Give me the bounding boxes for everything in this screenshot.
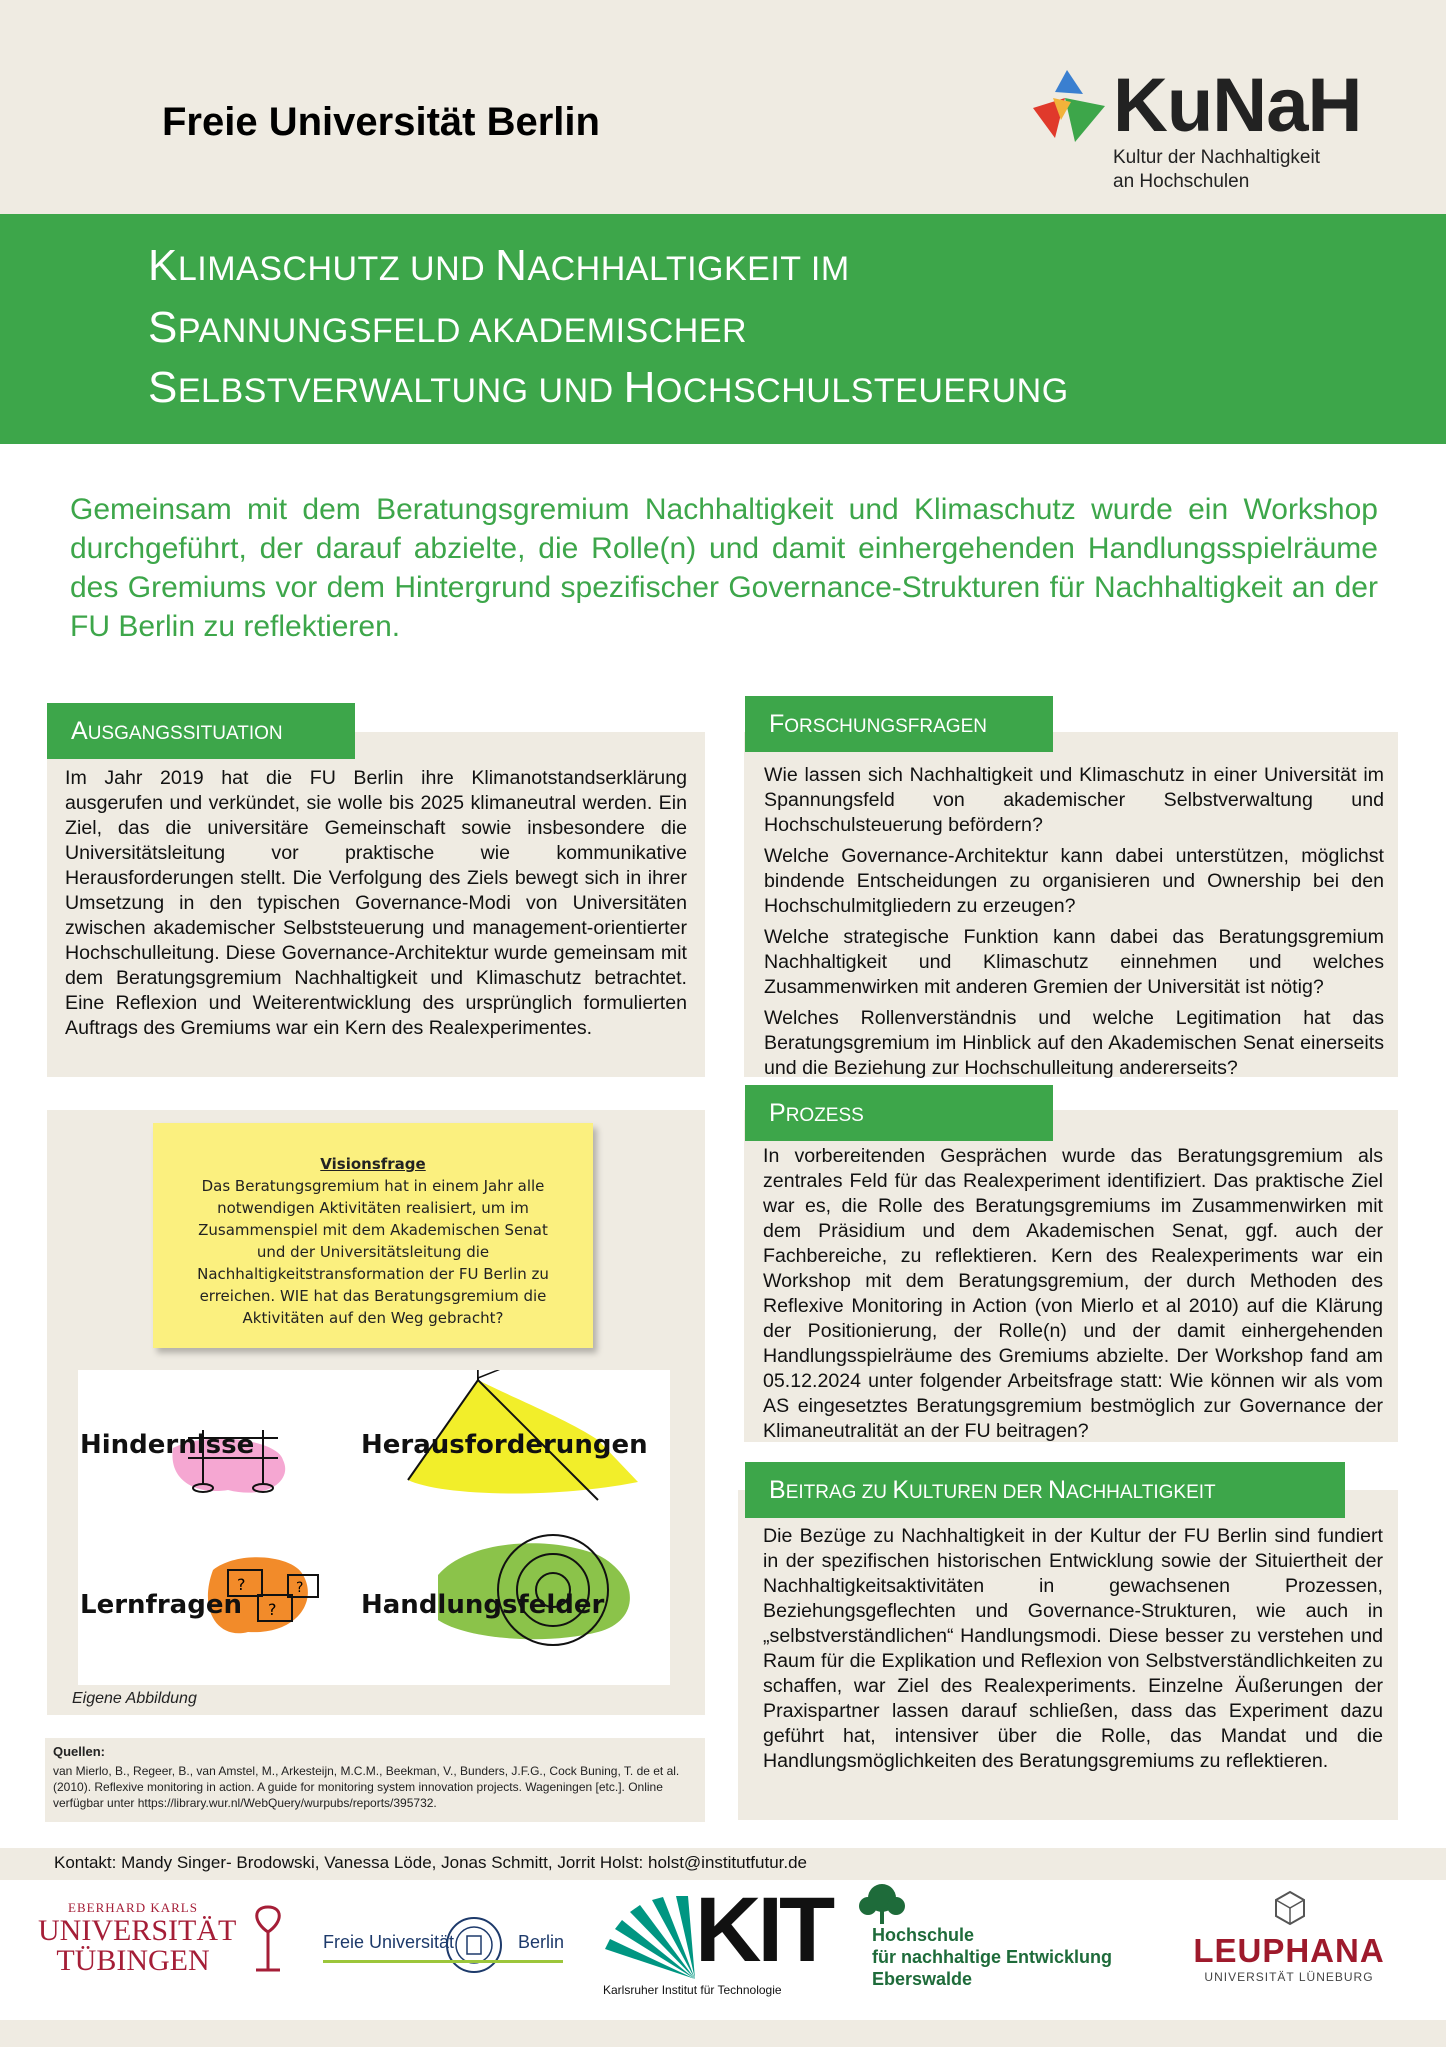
- title-initial: S: [148, 303, 178, 352]
- ausgangssituation-text: Im Jahr 2019 hat die FU Berlin ihre Klimanotstandserklärung ausgerufen und verkündet, sie wolle bis 2025 klimaneutral werden. Ein Ziel, das die universitäre Gemeinschaft sowie insbesondere die Universitätsleitung vor praktische wie kommunikative Herausforderungen stellt. Die Verfolgung des Ziels bewegt sich in ihrer Umsetzung in den typischen Governance-Modi von Universitäten zwischen akademischer Selbststeuerung und management-orientierter Hochschulleitung. Diese Governance-Architektur wurde gemeinsam mit dem Beratungsgremium Nachhaltigkeit und Klimaschutz betrachtet. Eine Reflexion und Weiterentwicklung des ursprünglich formulierten Auftrags des Gremiums war ein Kern des Realexperimentes.: [65, 767, 687, 1039]
- quadrant-label-herausforderungen: Herausforderungen: [361, 1430, 648, 1460]
- sources-heading: Quellen:: [53, 1744, 106, 1759]
- title-line-2: [148, 303, 748, 352]
- leuphana-logo-text: LEUPHANA: [1193, 1932, 1385, 1969]
- title-line-3: [148, 363, 1069, 412]
- hnee-line-3: Eberswalde: [872, 1969, 973, 1989]
- label-text: ACHHALTIGKEIT: [1066, 1482, 1216, 1503]
- label-text: ROZESS: [785, 1105, 864, 1126]
- sources-box: [45, 1738, 705, 1822]
- label-initial: F: [769, 710, 785, 738]
- fu-berlin-logo: [323, 1916, 563, 1966]
- research-question-3: Welche strategische Funktion kann dabei das Beratungsgremium Nachhaltigkeit und Klimaschutz einnehmen und welches Zusammenwirken mit anderen Gremien der Universität ist nötig?: [764, 926, 1384, 998]
- title-text: OCHSCHULSTEUERUNG: [655, 372, 1069, 410]
- sources-text: van Mierlo, B., Regeer, B., van Amstel, M., Arkesteijn, M.C.M., Beekman, V., Bunders, J.F.G., Cock Buning, T. de et al. (2010). Reflexive monitoring in action. A guide for monitoring system innovation projects. Wageningen [etc.]. Online verfügbar unter https://library.wur.nl/WebQuery/wurpubs/reports/395732.: [53, 1764, 680, 1810]
- label-initial: P: [769, 1099, 786, 1127]
- label-text: USGANGSSITUATION: [87, 723, 283, 744]
- fu-logo-underline: [323, 1960, 563, 1963]
- label-text: ULTUREN DER: [909, 1482, 1048, 1503]
- forschungsfragen-text: [764, 763, 1384, 1087]
- kunah-logo-title: KuNaH: [1113, 63, 1362, 148]
- tuebingen-line-3: TÜBINGEN: [56, 1944, 210, 1977]
- prozess-label: [745, 1085, 1053, 1141]
- quadrant-illustrations-icon: [78, 1370, 670, 1685]
- svg-text:?: ?: [237, 1575, 246, 1594]
- label-initial: A: [71, 717, 88, 745]
- fu-logo-right: Berlin: [518, 1932, 565, 1952]
- contact-line: Kontakt: Mandy Singer- Brodowski, Vanessa Löde, Jonas Schmitt, Jorrit Holst: holst@institutfutur.de: [54, 1853, 808, 1872]
- kunah-logo-subtitle: [1113, 146, 1373, 194]
- research-question-1: Wie lassen sich Nachhaltigkeit und Klimaschutz in einer Universität im Spannungsfeld von akademischer Selbstverwaltung und Hochschulsteuerung befördern?: [764, 764, 1384, 836]
- fu-seal-icon: [445, 1916, 503, 1974]
- tuebingen-line-1: EBERHARD KARLS: [68, 1900, 198, 1915]
- label-initial: N: [1048, 1476, 1067, 1504]
- kunah-subtitle-line-1: Kultur der Nachhaltigkeit: [1113, 147, 1320, 168]
- vision-text: Das Beratungsgremium hat in einem Jahr alle notwendigen Aktivitäten realisiert, um im Zusammenspiel mit dem Akademischen Senat und der Universitätsleitung die Nachhaltigkeitstransformation der FU Berlin zu erreichen. WIE hat das Beratungsgremium die Aktivitäten auf den Weg gebracht?: [197, 1177, 549, 1327]
- label-initial: B: [769, 1476, 786, 1504]
- hnee-tree-icon: [858, 1882, 906, 1926]
- palm-tree-icon: [248, 1902, 288, 1972]
- forschungsfragen-label: [745, 696, 1053, 752]
- title-band: [0, 214, 1446, 444]
- figure-caption: Eigene Abbildung: [72, 1690, 197, 1707]
- kunah-logo-icon: [1025, 68, 1110, 148]
- prozess-text: In vorbereitenden Gesprächen wurde das Beratungsgremium als zentrales Feld für das Realexperiment identifiziert. Das praktische Ziel war es, die Rolle des Beratungsgremiums im Zusammenwirken mit dem Präsidium und dem Akademischen Senat, ggf. auch der Fachbereiche, zu reflektieren. Kern des Realexperiments war ein Workshop mit dem Beratungsgremium, der durch Methoden des Reflexive Monitoring in Action (von Mierlo et al 2010) auf die Klärung der Positionierung, der Rolle(n) und der damit einhergehenden Handlungsspielräume des Gremiums abzielte. Der Workshop fand am 05.12.2024 unter folgender Arbeitsfrage statt: Wie können wir als vom AS eingesetztes Beratungsgremium bestmöglich zur Governance der Klimaneutralität an der FU beitragen?: [763, 1145, 1383, 1442]
- quadrant-label-lernfragen: Lernfragen: [80, 1590, 242, 1620]
- research-question-2: Welche Governance-Architektur kann dabei unterstützen, möglichst bindende Entscheidungen zu organisieren und Ownership bei den Hochschulmitgliedern zu erzeugen?: [764, 845, 1384, 917]
- title-text: LIMASCHUTZ UND: [177, 250, 496, 288]
- vision-note: [153, 1123, 593, 1348]
- university-name: Freie Universität Berlin: [162, 100, 600, 144]
- label-text: ORSCHUNGSFRAGEN: [784, 716, 987, 737]
- kit-subtitle: Karlsruher Institut für Technologie: [603, 1983, 782, 1997]
- title-initial: H: [623, 363, 656, 412]
- title-line-1: [148, 241, 850, 290]
- kunah-subtitle-line-2: an Hochschulen: [1113, 171, 1250, 192]
- svg-text:?: ?: [296, 1580, 304, 1596]
- kit-logo-text: KIT: [695, 1879, 832, 1981]
- partner-logos: [0, 1880, 1446, 2020]
- quadrant-figure: [78, 1370, 670, 1685]
- ausgangssituation-label: [47, 703, 355, 759]
- vision-title: Visionsfrage: [320, 1155, 426, 1173]
- title-initial: S: [148, 363, 178, 412]
- hnee-line-1: Hochschule: [872, 1925, 975, 1945]
- intro-text: Gemeinsam mit dem Beratungsgremium Nachhaltigkeit und Klimaschutz wurde ein Workshop durchgeführt, der darauf abzielte, die Rolle(n) und damit einhergehenden Handlungsspielräume des Gremiums vor dem Hintergrund spezifischer Governance-Strukturen für Nachhaltigkeit an der FU Berlin zu reflektieren.: [70, 493, 1378, 643]
- title-text: ACHHALTIGKEIT IM: [527, 250, 850, 288]
- label-text: EITRAG ZU: [785, 1482, 893, 1503]
- svg-text:?: ?: [268, 1600, 277, 1619]
- title-initial: K: [148, 241, 178, 290]
- fu-logo-left: Freie Universität: [323, 1932, 455, 1952]
- tuebingen-logo: [38, 1900, 237, 1977]
- title-initial: N: [495, 241, 528, 290]
- quadrant-label-hindernisse: Hindernisse: [80, 1430, 255, 1460]
- research-question-4: Welches Rollenverständnis und welche Legitimation hat das Beratungsgremium im Hinblick auf den Akademischen Senat einerseits und die Beziehung zur Hochschulleitung andererseits?: [764, 1007, 1384, 1079]
- title-text: ELBSTVERWALTUNG UND: [177, 372, 624, 410]
- quadrant-label-handlungsfelder: Handlungsfelder: [361, 1590, 605, 1620]
- leuphana-hexagon-icon: [1274, 1890, 1306, 1926]
- label-initial: K: [892, 1476, 909, 1504]
- tuebingen-line-2: UNIVERSITÄT: [38, 1914, 237, 1947]
- leuphana-subtitle: UNIVERSITÄT LÜNEBURG: [1204, 1970, 1374, 1984]
- header: [0, 0, 1446, 214]
- beitrag-label: [745, 1462, 1345, 1518]
- kit-fan-icon: [600, 1894, 700, 1984]
- hnee-line-2: für nachhaltige Entwicklung: [872, 1947, 1113, 1967]
- hnee-logo-text: [872, 1924, 1112, 1990]
- title-text: PANNUNGSFELD AKADEMISCHER: [177, 312, 748, 350]
- beitrag-text: Die Bezüge zu Nachhaltigkeit in der Kultur der FU Berlin sind fundiert in der spezifischen historischen Entwicklung sowie der Situiertheit der Nachhaltigkeitsaktivitäten in gewachsenen Prozessen, Beziehungsgeflechten und Governance-Strukturen, wie auch in „selbstverständlichen“ Handlungsmodi. Diese besser zu verstehen und Raum für die Explikation und Reflexion von Selbstverständlichkeiten zu schaffen, war Ziel des Realexperiments. Einzelne Äußerungen der Praxispartner lassen darauf schließen, dass das Experiment dazu geführt hat, intensiver über die Rolle, das Mandat und die Handlungsmöglichkeiten des Beratungsgremiums zu reflektieren.: [763, 1525, 1383, 1772]
